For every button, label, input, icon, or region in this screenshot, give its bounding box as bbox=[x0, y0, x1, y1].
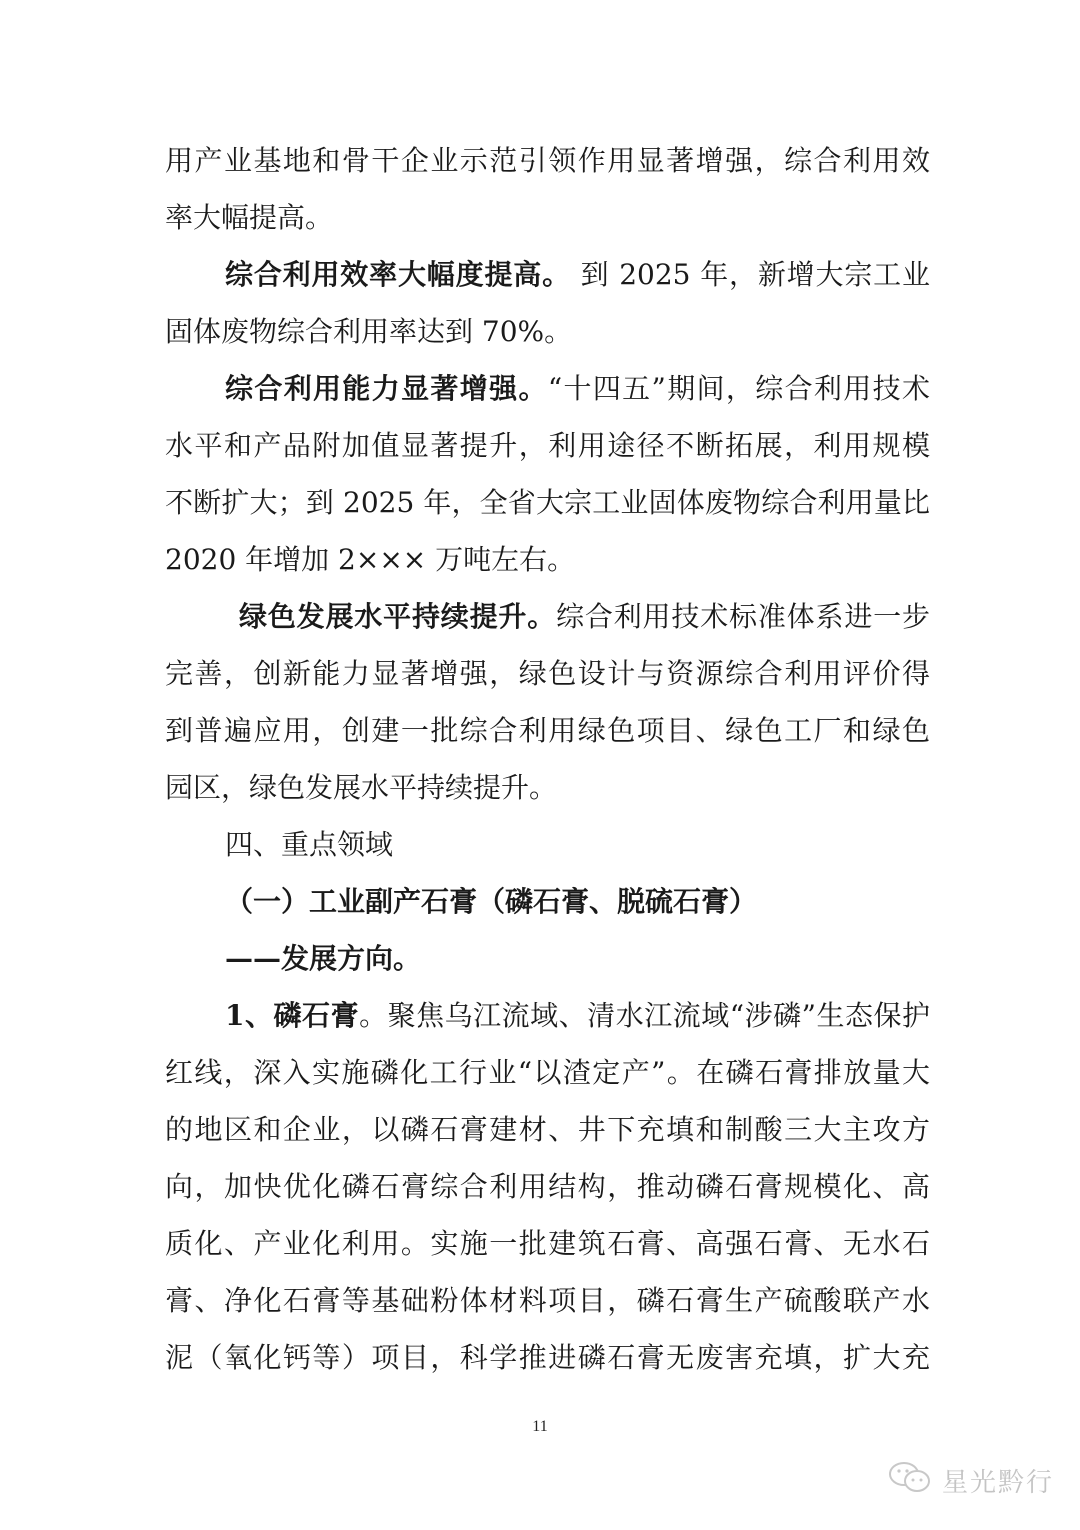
text-line bbox=[165, 360, 930, 417]
text-line bbox=[165, 132, 930, 189]
body-text: 到 2025 年，新增大宗工业 bbox=[570, 258, 930, 291]
body-text: 完善，创新能力显著增强，绿色设计与资源综合利用评价得 bbox=[165, 657, 930, 690]
body-text: 用产业基地和骨干企业示范引领作用显著增强，综合利用效 bbox=[165, 144, 930, 177]
text-line bbox=[165, 816, 930, 873]
document-body bbox=[165, 132, 930, 1386]
body-text: 率大幅提高。 bbox=[165, 201, 334, 234]
text-line bbox=[165, 1101, 930, 1158]
body-text: “十四五”期间，综合利用技术 bbox=[547, 372, 930, 405]
text-line bbox=[165, 474, 930, 531]
text-line bbox=[165, 1329, 930, 1386]
body-text: 向，加快优化磷石膏综合利用结构，推动磷石膏规模化、高 bbox=[165, 1170, 930, 1203]
body-text: 的地区和企业，以磷石膏建材、井下充填和制酸三大主攻方 bbox=[165, 1113, 930, 1146]
bold-heading: 综合利用能力显著增强。 bbox=[225, 372, 548, 405]
body-text: 红线，深入实施磷化工行业“以渣定产”。在磷石膏排放量大 bbox=[165, 1056, 930, 1089]
body-text: 。聚焦乌江流域、清水江流域“涉磷”生态保护 bbox=[359, 999, 930, 1032]
bold-heading: （一）工业副产石膏（磷石膏、脱硫石膏） bbox=[225, 885, 758, 918]
body-text: 到普遍应用，创建一批综合利用绿色项目、绿色工厂和绿色 bbox=[165, 714, 930, 747]
watermark bbox=[888, 1460, 1054, 1500]
text-line bbox=[165, 873, 930, 930]
bold-heading: 综合利用效率大幅度提高。 bbox=[225, 258, 571, 291]
body-text: 质化、产业化利用。实施一批建筑石膏、高强石膏、无水石 bbox=[165, 1227, 930, 1260]
body-text: 综合利用技术标准体系进一步 bbox=[556, 600, 930, 633]
text-line bbox=[165, 702, 930, 759]
text-line bbox=[165, 1044, 930, 1101]
page-number: 11 bbox=[532, 1418, 548, 1435]
body-text: 不断扩大；到 2025 年，全省大宗工业固体废物综合利用量比 bbox=[165, 486, 930, 519]
text-line bbox=[165, 246, 930, 303]
text-line bbox=[165, 417, 930, 474]
text-line bbox=[165, 1158, 930, 1215]
wechat-icon bbox=[888, 1460, 934, 1500]
bold-heading: 绿色发展水平持续提升。 bbox=[239, 600, 557, 633]
bold-heading: 1、磷石膏 bbox=[225, 999, 360, 1032]
body-text: 2020 年增加 2××× 万吨左右。 bbox=[165, 543, 576, 576]
body-text: 四、重点领域 bbox=[225, 828, 394, 861]
body-text: 园区，绿色发展水平持续提升。 bbox=[165, 771, 558, 804]
text-line bbox=[165, 1215, 930, 1272]
text-line bbox=[165, 987, 930, 1044]
body-text: 膏、净化石膏等基础粉体材料项目，磷石膏生产硫酸联产水 bbox=[165, 1284, 930, 1317]
text-line bbox=[165, 303, 930, 360]
body-text: 水平和产品附加值显著提升，利用途径不断拓展，利用规模 bbox=[165, 429, 930, 462]
body-text: 泥（氧化钙等）项目，科学推进磷石膏无废害充填，扩大充 bbox=[165, 1341, 930, 1374]
text-line bbox=[165, 189, 930, 246]
watermark-text: 星光黔行 bbox=[942, 1467, 1055, 1498]
text-line bbox=[165, 645, 930, 702]
text-line bbox=[165, 759, 930, 816]
text-line bbox=[165, 930, 930, 987]
text-line bbox=[165, 588, 930, 645]
body-text: 固体废物综合利用率达到 70%。 bbox=[165, 315, 573, 348]
text-line bbox=[165, 531, 930, 588]
bold-heading: ——发展方向。 bbox=[225, 942, 422, 975]
text-line bbox=[165, 1272, 930, 1329]
